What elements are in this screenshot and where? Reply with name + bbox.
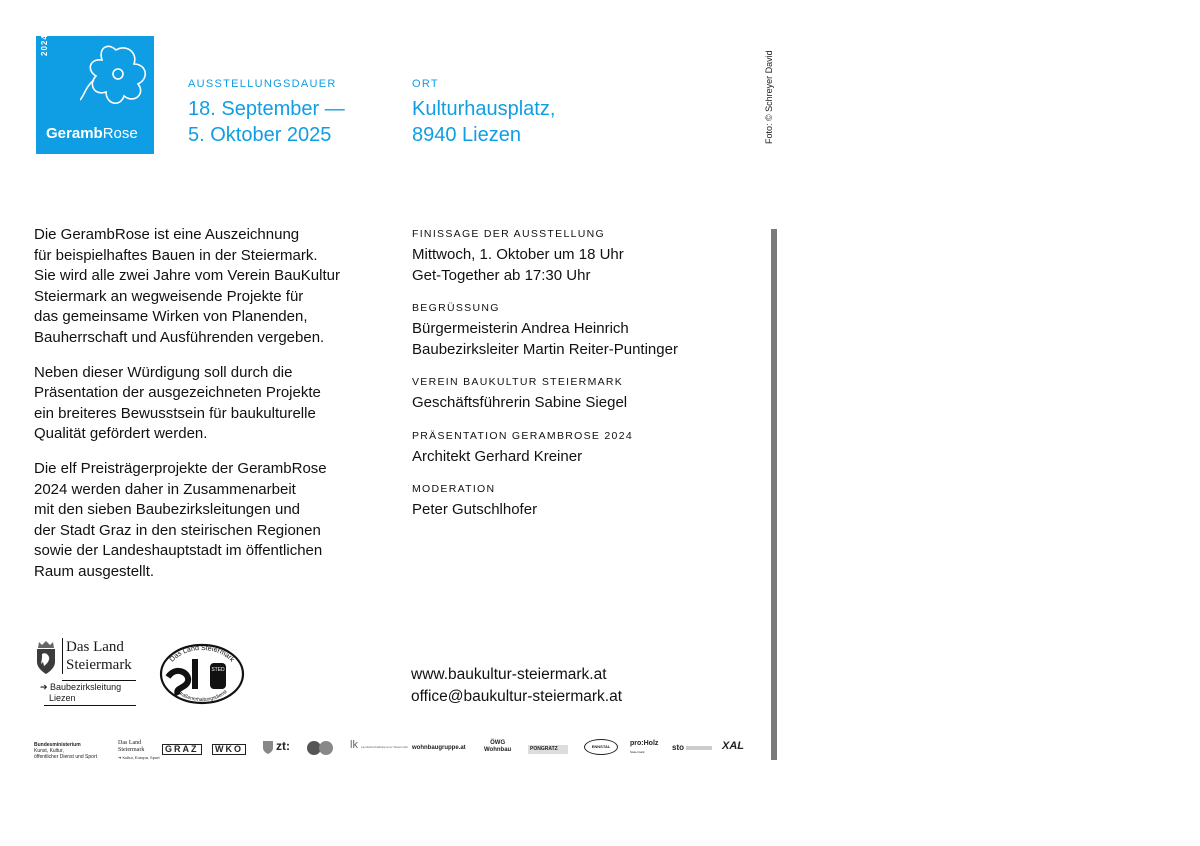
land-steiermark-logo bbox=[34, 638, 144, 708]
intro-paragraph-2: Neben dieser Würdigung soll durch die Präsentation der ausgezeichneten Projekte ein breiteres Bewusstsein für baukulturelle Qualität gefördert werden. bbox=[34, 363, 321, 443]
sponsor-zt: zt: bbox=[276, 739, 290, 753]
sponsor-wko: WKO bbox=[212, 744, 246, 755]
sponsor-xal: XAL bbox=[722, 740, 744, 752]
contact-block bbox=[411, 664, 622, 707]
rose-flower-icon bbox=[80, 40, 152, 112]
circle-logo-icon bbox=[306, 740, 336, 756]
sponsor-pongratz: PONGRATZ bbox=[528, 745, 568, 754]
sponsor-lk: lk Landwirtschaftskammer Steiermark bbox=[350, 739, 408, 751]
website-link[interactable]: www.baukultur-steiermark.at bbox=[411, 666, 607, 683]
sted-letters: STED bbox=[211, 667, 225, 673]
sponsor-sto: sto bbox=[672, 743, 712, 752]
duration-line2: 5. Oktober 2025 bbox=[188, 124, 332, 146]
sted-arc-bottom: Straßenerhaltungsdienst bbox=[175, 688, 229, 704]
land-subtitle: ➔ Baubezirksleitung Liezen bbox=[40, 682, 122, 703]
sponsor-wohnbaugruppe: wohnbaugruppe.at bbox=[412, 745, 466, 751]
event-program bbox=[412, 228, 752, 537]
duration-line1: 18. September — bbox=[188, 98, 345, 120]
sted-arc-top: Das Land Steiermark bbox=[168, 644, 236, 664]
program-section-moderation: MODERATION Peter Gutschlhofer bbox=[412, 483, 538, 518]
sponsor-graz: GRAZ bbox=[162, 744, 202, 755]
place-label: ORT bbox=[412, 78, 439, 90]
duration-label: AUSSTELLUNGSDAUER bbox=[188, 78, 337, 90]
styrian-coat-of-arms-icon bbox=[34, 640, 58, 676]
sponsor-bmkoes: Bundesministerium Kunst, Kultur, öffentlicher Dienst und Sport bbox=[34, 742, 98, 760]
sponsor-proholz: pro:Holz Steiermark bbox=[630, 740, 659, 754]
vertical-divider bbox=[771, 229, 777, 760]
email-link[interactable]: office@baukultur-steiermark.at bbox=[411, 687, 623, 705]
logo-year: 2024 bbox=[40, 34, 49, 56]
sponsor-land-kultur: Das Land Steiermark ➔ Kultur, Europa, Sport bbox=[118, 740, 160, 760]
intro-paragraph-1: Die GerambRose ist eine Auszeichnung für beispielhaftes Bauen in der Steiermark. Sie wird alle zwei Jahre vom Verein BauKultur Steiermark an wegweisende Projekte für das gemeinsame Wirken von Planenden, Bauherrschaft und Ausführenden vergeben. bbox=[34, 226, 340, 346]
program-section-verein: VEREIN BAUKULTUR STEIERMARK Geschäftsführerin Sabine Siegel bbox=[412, 376, 628, 411]
program-section-begruessung: BEGRÜSSUNG Bürgermeisterin Andrea Heinrich Baubezirksleiter Martin Reiter-Puntinger bbox=[412, 302, 678, 358]
austria-crest-icon bbox=[262, 739, 274, 755]
place-line2: 8940 Liezen bbox=[412, 124, 521, 146]
intro-paragraph-3: Die elf Preisträgerprojekte der GerambRose 2024 werden daher in Zusammenarbeit mit den sieben Baubezirksleitungen und der Stadt Graz in den steirischen Regionen sowie der Landeshauptstadt im öffentlichen Raum ausgestellt. bbox=[34, 459, 327, 580]
photo-credit: Foto: © Schreyer David bbox=[764, 50, 774, 144]
land-divider-bottom bbox=[44, 705, 136, 706]
place-line1: Kulturhausplatz, bbox=[412, 98, 556, 120]
program-section-praesentation: PRÄSENTATION GERAMBROSE 2024 Architekt Gerhard Kreiner bbox=[412, 429, 633, 465]
sponsor-owg: ÖWG Wohnbau bbox=[484, 740, 512, 753]
sponsor-logos bbox=[34, 738, 754, 764]
logo-wordmark: GerambRose bbox=[46, 125, 138, 142]
land-divider bbox=[62, 680, 136, 681]
intro-text bbox=[34, 225, 384, 597]
program-section-finissage: FINISSAGE DER AUSSTELLUNG Mittwoch, 1. Oktober um 18 Uhr Get-Together ab 17:30 Uhr bbox=[412, 228, 624, 284]
sponsor-ennstal: ENNSTAL bbox=[584, 739, 618, 755]
sted-logo bbox=[158, 643, 246, 705]
land-wordmark: Das Land Steiermark bbox=[62, 638, 132, 674]
